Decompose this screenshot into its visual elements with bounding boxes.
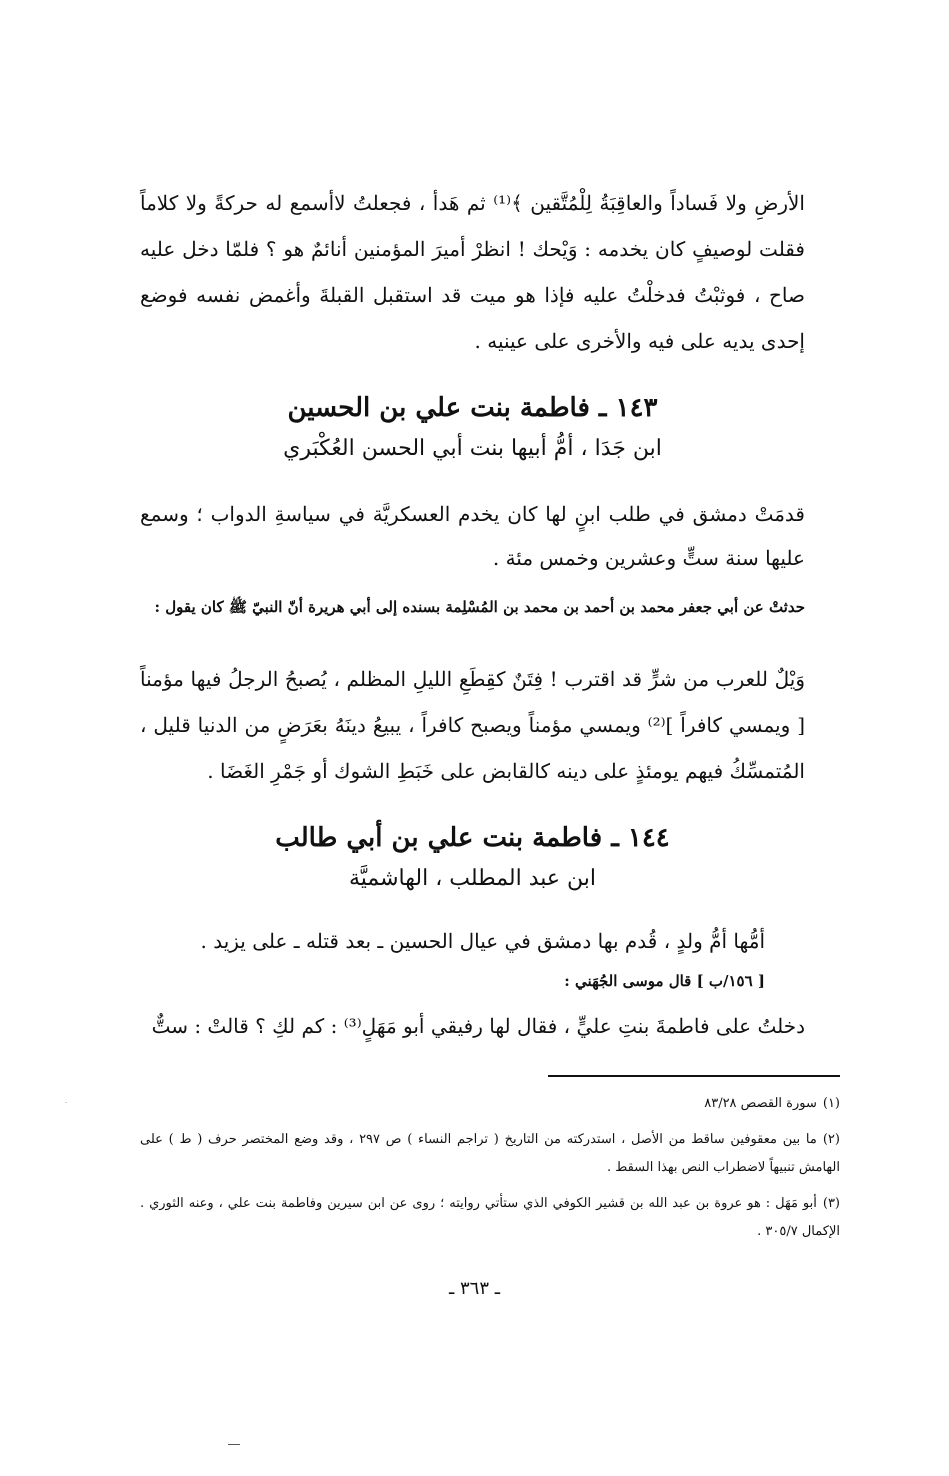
entry-144-paragraph: أمُّها أمُّ ولدٍ ، قُدم بها دمشق في عيال الحسين ـ بعد قتله ـ على يزيد . — [200, 929, 765, 953]
entry-143-hadith: وَيْلٌ للعرب من شرٍّ قد اقترب ! فِتَنٌ كقِطَعِ الليلِ المظلم ، يُصبحُ الرجلُ فيها مؤمناً [ ويمسي كافراً ]⁽²⁾ ويمسي مؤمناً ويصبح كافراً ، يبيعُ دينَهُ بعَرَضٍ من الدنيا قليل ، المُتمسِّكُ فيهم يومئذٍ على دينه كالقابض على خَبَطِ الشوك أو جَمْرِ الغَضَا . — [140, 667, 805, 783]
footnote-text: أبو مَهَل : هو عروة بن عبد الله بن قشير الكوفي الذي ستأتي روايته ؛ روى عن ابن سيرين وفاطمة بنت علي ، وعنه الثوري . الإكمال ٣٠٥/٧ . — [140, 1196, 840, 1239]
footnote-divider — [548, 1075, 840, 1077]
entry-143-heading: ١٤٣ ـ فاطمة بنت علي بن الحسين — [287, 393, 658, 423]
footnote-1 — [140, 1090, 840, 1118]
footnote-2 — [140, 1126, 840, 1182]
entry-143-isnad: حدثتْ عن أبي جعفر محمد بن أحمد بن محمد بن المُسْلِمة بسنده إلى أبي هريرة أنّ النبيّ ﷺ كان يقول : — [154, 598, 805, 616]
footnote-number: (٢) — [822, 1132, 840, 1147]
footnote-number: (٣) — [822, 1196, 840, 1211]
footnote-number: (١) — [822, 1096, 840, 1111]
page-number: ـ ٣٦٣ ـ — [448, 1278, 500, 1299]
entry-144-continuation: دخلتُ على فاطمةَ بنتِ عليٍّ ، فقال لها رفيقي أبو مَهَلٍ⁽³⁾ : كم لكِ ؟ قالتْ : ستٌّ — [151, 1014, 805, 1038]
footnote-text: ما بين معقوفين ساقط من الأصل ، استدركته من التاريخ ( تراجم النساء ) ص ٢٩٧ ، وقد وضع المختصر حرف ( ط ) على الهامش تنبيهاً لاضطراب النص بهذا السقط . — [140, 1132, 840, 1175]
entry-143-paragraph: قدمَتْ دمشق في طلب ابنٍ لها كان يخدم العسكريَّة في سياسةِ الدواب ؛ وسمع عليها سنة ستٍّ وعشرين وخمس مئة . — [140, 502, 805, 570]
footnote-3 — [140, 1190, 840, 1246]
footnotes — [140, 1090, 840, 1254]
scan-dash — [228, 1444, 240, 1445]
entry-144-subheading: ابن عبد المطلب ، الهاشميَّة — [348, 866, 597, 891]
entry-144-folio-reference: [ ١٥٦/ب ] قال موسى الجُهَني : — [564, 972, 765, 990]
footnote-text: سورة القصص ٨٣/٢٨ — [704, 1096, 817, 1111]
paragraph-continuation: الأرضِ ولا فَساداً والعاقِبَةُ لِلْمُتَّقين ﴾⁽¹⁾ ثم هَدأ ، فجعلتُ لاأسمع له حركةً ولا كلاماً فقلت لوصيفٍ كان يخدمه : وَيْحك ! انظرْ أميرَ المؤمنين أنائمٌ هو ؟ فلمّا دخل عليه صاح ، فوثبْتُ فدخلْتُ عليه فإذا هو ميت قد استقبل القبلةَ وأغمض نفسه فوضع إحدى يديه على فيه والأخرى على عينيه . — [140, 191, 805, 353]
entry-144-heading: ١٤٤ ـ فاطمة بنت علي بن أبي طالب — [275, 823, 670, 853]
entry-143-subheading: ابن جَدَا ، أمُّ أبيها بنت أبي الحسن العُكْبَري — [283, 436, 662, 461]
